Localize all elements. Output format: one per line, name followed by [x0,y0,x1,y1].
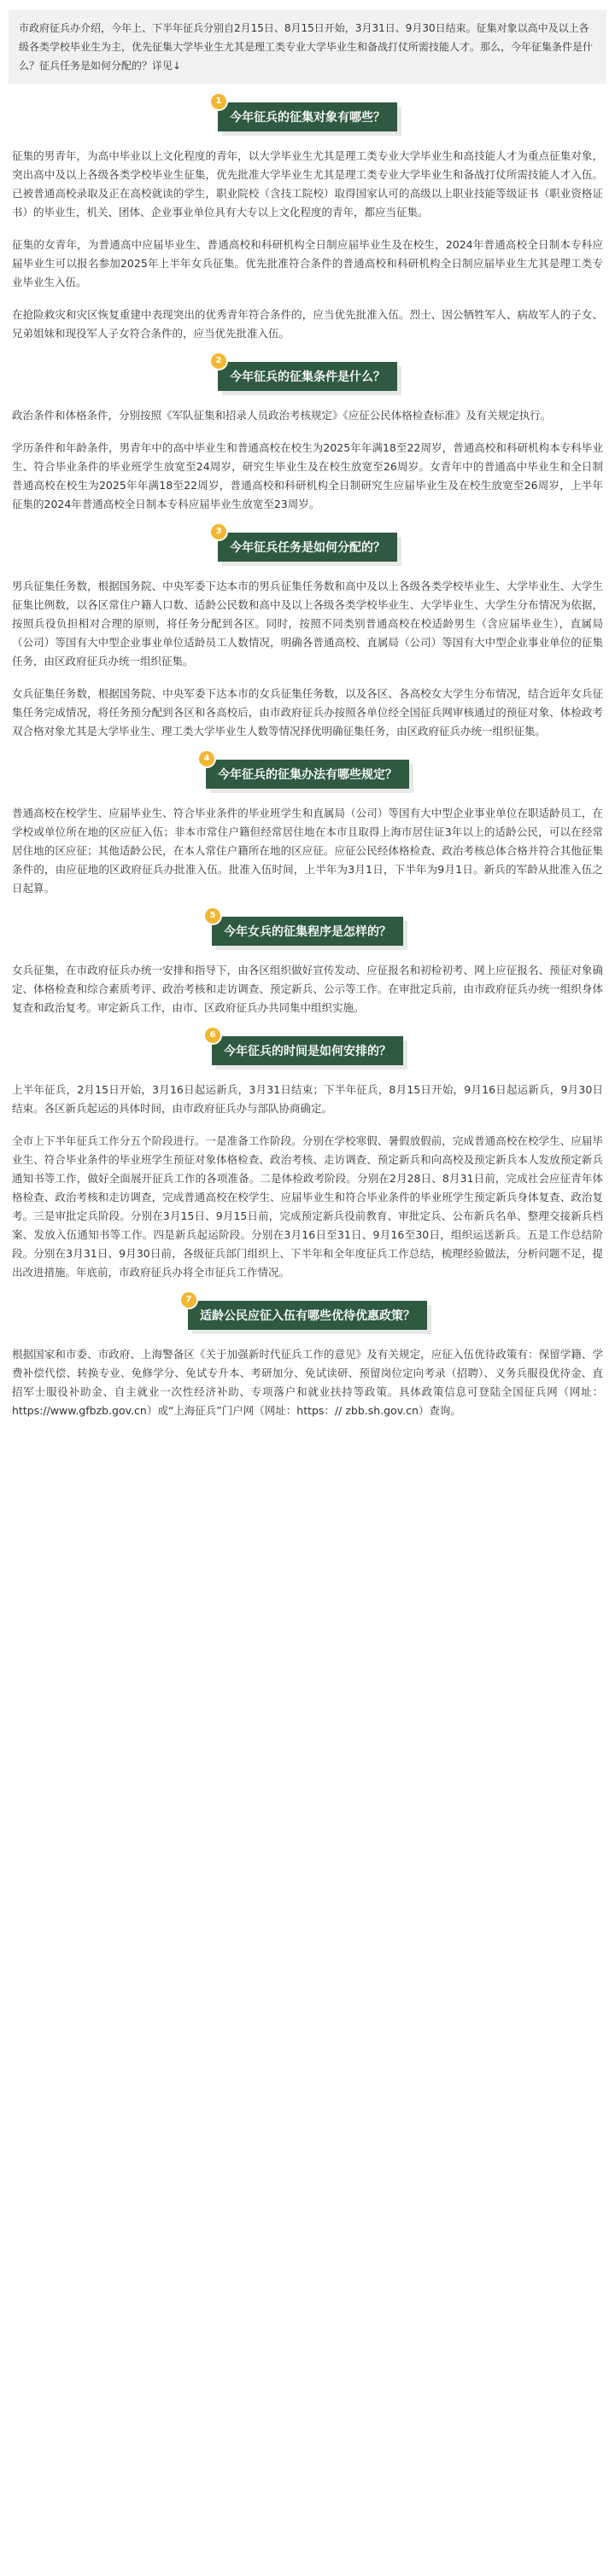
section-body [0,961,615,1017]
section-title: 今年征兵任务是如何分配的？ [230,541,385,555]
section-title: 今年征兵的征集对象有哪些？ [230,111,385,125]
section-title: 今年征兵的征集条件是什么？ [230,370,385,384]
section-body [0,1345,615,1420]
paragraph: 征集的女青年，为普通高中应届毕业生、普通高校和科研机构全日制应届毕业生及在校生，2024年普通高校全日制本专科应届毕业生可以报名参加2025年上半年女兵征集。优先批准符合条件的普通高校和科研机构全日制应届毕业生尤其是理工类专业毕业生入伍。 [12,238,603,288]
section-heading [209,1030,403,1065]
section-number-badge: 6 [205,1028,220,1043]
paragraph: 男兵征集任务数，根据国务院、中央军委下达本市的男兵征集任务数和高中及以上各级各类学校毕业生、大学毕业生、大学生征集比例数，以各区常住户籍人口数、适龄公民数和高中及以上各级各类学校毕业生、大学毕业生、大学生分布情况为依据，按照兵役负担相对合理的原则，将任务分配到各区。同时，按照不同类别普通高校在校适龄男生（含应届毕业生），直属局（公司）等国有大中型企业事业单位适龄员工人数情况，明确各普通高校、直属局（公司）等国有大中型企业事业单位的征集任务，由区政府征兵办统一组织征集。 [12,580,603,667]
paragraph: 政治条件和体格条件，分别按照《军队征集和招录人员政治考核规定》《应征公民体格检查标准》及有关规定执行。 [12,409,552,422]
section-heading [215,527,397,562]
section-title: 今年女兵的征集程序是怎样的？ [224,925,391,939]
section-heading-wrap [0,96,615,131]
page-footer-spacer [0,1434,615,1441]
paragraph: 在抢险救灾和灾区恢复重建中表现突出的优秀青年符合条件的，应当优先批准入伍。烈士、因公牺牲军人、病故军人的子女、兄弟姐妹和现役军人子女符合条件的，应当优先批准入伍。 [12,308,603,340]
paragraph: 根据国家和市委、市政府、上海警备区《关于加强新时代征兵工作的意见》及有关规定，应征入伍优待政策有：保留学籍、学费补偿代偿、转换专业、免修学分、免试专升本、考研加分、免试读研、预留岗位定向考录（招聘）、义务兵服役优待金、直招军士服役补助金、自主就业一次性经济补助、专项落户和就业扶持等政策。具体政策信息可登陆全国征兵网（网址：https://www.gfbzb.gov.cn）或“上海征兵”门户网（网址：https：// zbb.sh.gov.cn）查询。 [12,1348,603,1417]
paragraph: 女兵征集任务数，根据国务院、中央军委下达本市的女兵征集任务数，以及各区、各高校女大学生分布情况，结合近年女兵征集任务完成情况，将任务预分配到各区和各高校后，由市政府征兵办按照各单位经全国征兵网审核通过的预征对象、体检政考双合格对象尤其是大学毕业生、理工类大学毕业生人数等情况择优明确征集任务，由区政府征兵办统一组织征集。 [12,687,603,737]
section-heading-wrap [0,911,615,946]
section-number-badge: 3 [211,524,226,539]
paragraph: 学历条件和年龄条件，男青年中的高中毕业生和普通高校在校生为2025年年满18至22周岁，普通高校和科研机构本专科毕业生、符合毕业条件的毕业班学生放宽至24周岁，研究生毕业生及在校生放宽至26周岁。女青年中的普通高中毕业生和全日制普通高校在校生为2025年年满18至22周岁，普通高校和科研机构全日制研究生应届毕业生及在校生放宽至26周岁，上半年征集的2024年普通高校全日制本专科应届毕业生放宽至23周岁。 [12,441,603,510]
section-body [0,577,615,741]
section-title: 今年征兵的征集办法有哪些规定？ [218,768,397,782]
section-heading [209,911,403,946]
paragraph: 女兵征集，在市政府征兵办统一安排和指导下，由各区组织做好宣传发动、应征报名和初检初考、网上应征报名、预征对象确定、体格检查和综合素质考评、政治考核和走访调查、预定新兵、公示等工作。在审批定兵前，由市政府征兵办统一组织身体复查和政治复考。审定新兵工作，由市、区政府征兵办共同集中组织实施。 [12,964,603,1014]
section-body [0,406,615,514]
section-heading [215,356,397,391]
paragraph: 全市上下半年征兵工作分五个阶段进行。一是准备工作阶段。分别在学校寒假、暑假放假前，完成普通高校在校学生、应届毕业生、符合毕业条件的毕业班学生预征对象体格检查、政治考核、走访调查、预定新兵和向高校及预定新兵本人发放预定新兵通知书等工作，做好全面展开征兵工作的各项准备。二是体检政考阶段。分别在2月28日、8月31日前，完成社会应征青年体格检查、政治考核和走访调查，完成普通高校在校学生、应届毕业生和符合毕业条件的毕业班学生预定新兵身体复查、政治复考。三是审批定兵阶段。分别在3月15日、9月15日前，完成预定新兵役前教育、审批定兵、公布新兵名单、整理交接新兵档案、发放入伍通知书等工作。四是新兵起运阶段。分别在3月16日至31日、9月16至30日，组织运送新兵。五是工作总结阶段。分别在3月31日、9月30日前，各级征兵部门组织上、下半年和全年度征兵工作总结，梳理经验做法，分析问题不足，提出改进措施。年底前，市政府征兵办将全市征兵工作情况。 [12,1134,603,1279]
section-heading [203,754,409,789]
section-number-badge: 1 [211,94,226,109]
section-title: 适龄公民应征入伍有哪些优待优惠政策？ [200,1309,415,1323]
section-title: 今年征兵的时间是如何安排的？ [224,1045,391,1058]
section-body [0,1081,615,1282]
section-heading-wrap [0,527,615,562]
section-heading-wrap [0,754,615,789]
section-number-badge: 2 [211,353,226,369]
section-heading [215,96,397,131]
section-number-badge: 4 [199,751,214,766]
section-heading-wrap [0,1295,615,1330]
section-heading-wrap [0,356,615,391]
article-page [0,10,615,1441]
section-body [0,804,615,898]
section-body [0,147,615,343]
section-number-badge: 5 [205,908,220,924]
section-heading-wrap [0,1030,615,1065]
section-number-badge: 7 [181,1292,196,1308]
paragraph: 上半年征兵，2月15日开始，3月16日起运新兵，3月31日结束；下半年征兵，8月15日开始，9月16日起运新兵，9月30日结束。各区新兵起运的具体时间，由市政府征兵办与部队协商确定。 [12,1083,603,1115]
section-heading [185,1295,427,1330]
intro-box: 市政府征兵办介绍，今年上、下半年征兵分别自2月15日、8月15日开始，3月31日、9月30日结束。征集对象以高中及以上各级各类学校毕业生为主，优先征集大学毕业生尤其是理工类专业大学毕业生和备战打仗所需技能人才。那么，今年征集条件是什么？征兵任务是如何分配的？详见↓ [9,10,606,84]
paragraph: 普通高校在校学生、应届毕业生、符合毕业条件的毕业班学生和直属局（公司）等国有大中型企业事业单位在职适龄员工，在学校或单位所在地的区应征入伍；非本市常住户籍但经常居住地在本市且取得上海市居住证3年以上的适龄公民，可以在经常居住地的区应征；其他适龄公民，在本人常住户籍所在地的区应征。应征公民经体格检查、政治考核总体合格并符合其他征集条件的，由应征地的区政府征兵办批准入伍。批准入伍时间，上半年为3月1日，下半年为9月1日。新兵的军龄从批准入伍之日起算。 [12,807,603,895]
paragraph: 征集的男青年，为高中毕业以上文化程度的青年，以大学毕业生尤其是理工类专业大学毕业生和高技能人才为重点征集对象，突出高中及以上各级各类学校毕业生征集，优先批准大学毕业生尤其是理工类专业大学毕业生和备战打仗所需技能人才入伍。已被普通高校录取及正在高校就读的学生，职业院校（含技工院校）取得国家认可的高级以上职业技能等级证书（职业资格证书）的毕业生，机关、团体、企业事业单位具有大专以上文化程度的青年，都应当征集。 [12,149,603,219]
